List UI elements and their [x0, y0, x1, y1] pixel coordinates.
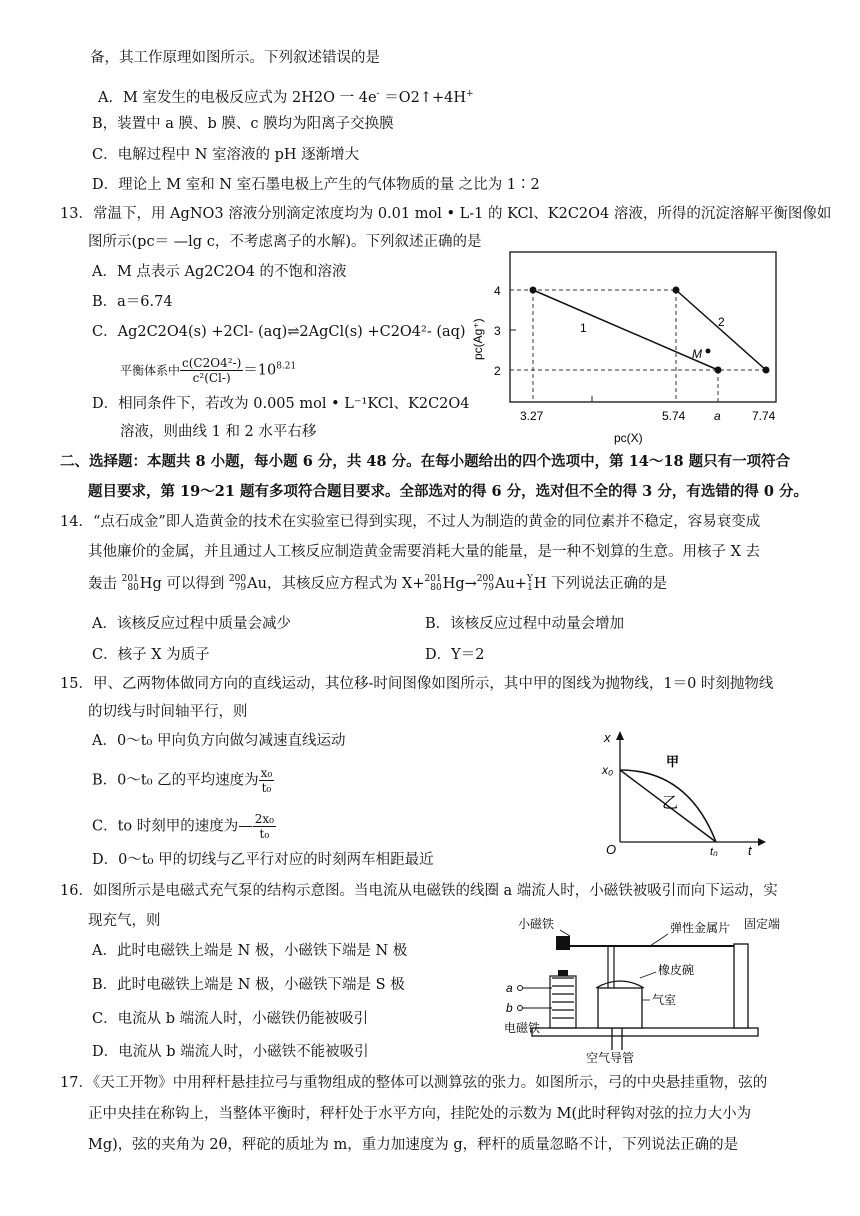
q15-option-a: A．0～t₀ 甲向负方向做匀减速直线运动 [92, 733, 346, 749]
x-axis-label: t [748, 843, 752, 856]
q14-stem-line2: 其他廉价的金属，并且通过人工核反应制造黄金需要消耗大量的能量，是一种不划算的生意。用核子 X 去 [88, 544, 761, 560]
q13-stem-line2: 图所示(pc＝ —lg c，不考虑离子的水解)。下列叙述正确的是 [88, 234, 482, 250]
q14-option-b: B．该核反应过程中动量会增加 [425, 616, 625, 632]
q14-stem-line1: 14．“点石成金”即人造黄金的技术在实验室已得到实现，不过人为制造的黄金的同位素并不稳定，容易衰变成 [60, 514, 761, 530]
label-air-chamber: 气室 [652, 993, 677, 1007]
chart-frame [510, 252, 776, 402]
q16-option-a: A．此时电磁铁上端是 N 极，小磁铁下端是 N 极 [92, 943, 408, 959]
q13-stem-line1: 13．常温下，用 AgNO3 溶液分别滴定浓度均为 0.01 mol • L-1 的 KCl、K2C2O4 溶液，所得的沉淀溶解平衡图像如 [60, 206, 832, 222]
q15-option-d: D．0～t₀ 甲的切线与乙平行对应的时刻两车相距最近 [92, 852, 434, 868]
label-small-magnet: 小磁铁 [518, 917, 555, 931]
base-plate [532, 1028, 758, 1036]
small-magnet [556, 936, 570, 950]
air-chamber [598, 988, 642, 1028]
q12-option-d: D．理论上 M 室和 N 室石墨电极上产生的气体物质的量 之比为 1∶2 [92, 177, 540, 193]
xtick-327: 3.27 [520, 409, 544, 423]
q14-option-d: D．Y＝2 [425, 647, 485, 663]
q16-stem-line2: 现充气，则 [88, 913, 161, 929]
fixed-post [734, 944, 748, 1028]
point-m [706, 349, 711, 354]
q16-option-d: D．电流从 b 端流人时，小磁铁不能被吸引 [92, 1044, 369, 1060]
q13-option-b: B．a＝6.74 [92, 294, 173, 310]
terminal-b[interactable] [518, 1006, 523, 1011]
q14-option-a: A．该核反应过程中质量会减少 [92, 616, 291, 632]
terminal-a-label: a [506, 981, 513, 995]
label-curve2: 2 [718, 315, 725, 329]
terminal-a[interactable] [518, 986, 523, 991]
xtick-a: a [714, 409, 721, 423]
t0-label: t₀ [710, 846, 718, 856]
leader-elastic-sheet [650, 934, 668, 946]
q13-option-d-line1: D．相同条件下，若改为 0.005 mol • L⁻¹KCl、K2C2O4 [92, 396, 470, 412]
label-fixed-end: 固定端 [744, 917, 781, 931]
q16-air-pump-diagram [500, 916, 790, 1066]
label-rubber-bowl: 橡皮碗 [658, 963, 695, 977]
q17-stem-line2: 正中央挂在称钩上，当整体平衡时，秤杆处于水平方向，挂陀处的示数为 M(此时秤钩对弦的拉力大小为 [88, 1106, 752, 1122]
ytick-4: 4 [494, 284, 501, 298]
label-air-tube: 空气导管 [586, 1051, 635, 1065]
q12-option-b: B，装置中 a 膜、b 膜、c 膜均为阳离子交换膜 [92, 116, 394, 132]
point-curve1-start [530, 287, 537, 294]
q13-option-a: A．M 点表示 Ag2C2O4 的不饱和溶液 [92, 264, 347, 280]
t-axis-arrow [758, 838, 766, 846]
xtick-574: 5.74 [662, 409, 686, 423]
label-electromagnet: 电磁铁 [504, 1021, 541, 1035]
q13-option-d-line2: 溶液，则曲线 1 和 2 水平右移 [120, 424, 317, 440]
q15-option-c: C．to 时刻甲的速度为— $\frac{\text{2x₀}}{\text{t₀}}$ [92, 812, 274, 841]
q12-option-c: C．电解过程中 N 室溶液的 pH 逐渐增大 [92, 147, 360, 163]
q15-stem-line1: 15．甲、乙两物体做同方向的直线运动，其位移-时间图像如图所示，其中甲的图线为抛物线，1＝0 时刻抛物线 [60, 676, 774, 692]
y-axis-label: pc(Ag⁺) [471, 318, 485, 360]
xtick-774: 7.74 [752, 409, 776, 423]
origin-label: O [606, 842, 617, 856]
q17-stem-line3: Mg)，弦的夹角为 2θ，秤砣的质址为 m，重力加速度为 g，秤杆的质量忽略不计，下列说法正确的是 [88, 1137, 739, 1153]
x0-label: x₀ [602, 763, 614, 777]
q13-option-c: C．Ag2C2O4(s) +2Cl- (aq)⇌2AgCl(s) +C2O4²- (aq) [92, 324, 466, 340]
q12-option-a: A．M 室发生的电极反应式为 2H2O 一 4e- ＝O2↑+4H+ [98, 89, 474, 106]
label-elastic-sheet: 弹性金属片 [670, 921, 731, 935]
y-axis-label: x [604, 730, 611, 745]
q15-stem-line2: 的切线与时间轴平行，则 [88, 704, 248, 720]
q17-stem-line1: 17．《天工开物》中用秤杆悬挂拉弓与重物组成的整体可以测算弦的张力。如图所示，弓的中央悬挂重物，弦的 [60, 1075, 768, 1091]
q14-stem-line3: 轰击 201 80 Hg 可以得到 200 79 Au，其核反应方程式为 X+ 201 80 Hg→ 200 79 Au+ Y 1 H 下列说法正确的是 [88, 574, 668, 593]
label-curve1: 1 [580, 321, 587, 335]
rubber-bowl [596, 981, 644, 988]
q15-xt-graph [598, 728, 768, 856]
point-curve1-end [715, 367, 722, 374]
x-axis-label: pc(X) [614, 431, 643, 445]
leader-rubber-bowl [640, 972, 656, 978]
x-axis-arrow [616, 731, 624, 740]
q13-option-c-formula: 平衡体系中 $\frac{\text{c(C2O4²-)}}{\text{c²(Cl-)}}$ $=10^{8.21}$ [120, 356, 297, 385]
leader-small-magnet [560, 930, 570, 936]
section2-header-line1: 二、选择题：本题共 8 小题，每小题 6 分，共 48 分。在每小题给出的四个选项中，第 14～18 题只有一项符合 [60, 453, 791, 470]
label-jia: 甲 [666, 754, 680, 769]
ytick-2: 2 [494, 364, 501, 378]
q16-option-c: C．电流从 b 端流人时，小磁铁仍能被吸引 [92, 1011, 369, 1027]
ytick-3: 3 [494, 324, 501, 338]
electromagnet-core-top [558, 970, 568, 976]
terminal-b-label: b [506, 1001, 513, 1015]
q13-solubility-chart [462, 250, 792, 450]
q12-stem-tail: 备，其工作原理如图所示。下列叙述错误的是 [90, 50, 380, 66]
q15-option-b: B．0～t₀ 乙的平均速度为 $\frac{\text{x₀}}{\text{t₀}}$ [92, 766, 273, 795]
q16-stem-line1: 16．如图所示是电磁式充气泵的结构示意图。当电流从电磁铁的线圈 a 端流人时，小磁铁被吸引而向下运动，实 [60, 883, 778, 899]
electromagnet-coil [552, 978, 574, 1018]
point-curve2-start [673, 287, 680, 294]
section2-header-line2: 题目要求，第 19～21 题有多项符合题目要求。全部选对的得 6 分，选对但不全的得 3 分，有选错的得 0 分。 [88, 483, 809, 500]
q16-option-b: B．此时电磁铁上端是 N 极，小磁铁下端是 S 极 [92, 977, 405, 993]
label-yi: 乙 [662, 795, 679, 812]
q14-option-c: C．核子 X 为质子 [92, 647, 210, 663]
point-curve2-end [763, 367, 770, 374]
label-m: M [692, 347, 702, 361]
